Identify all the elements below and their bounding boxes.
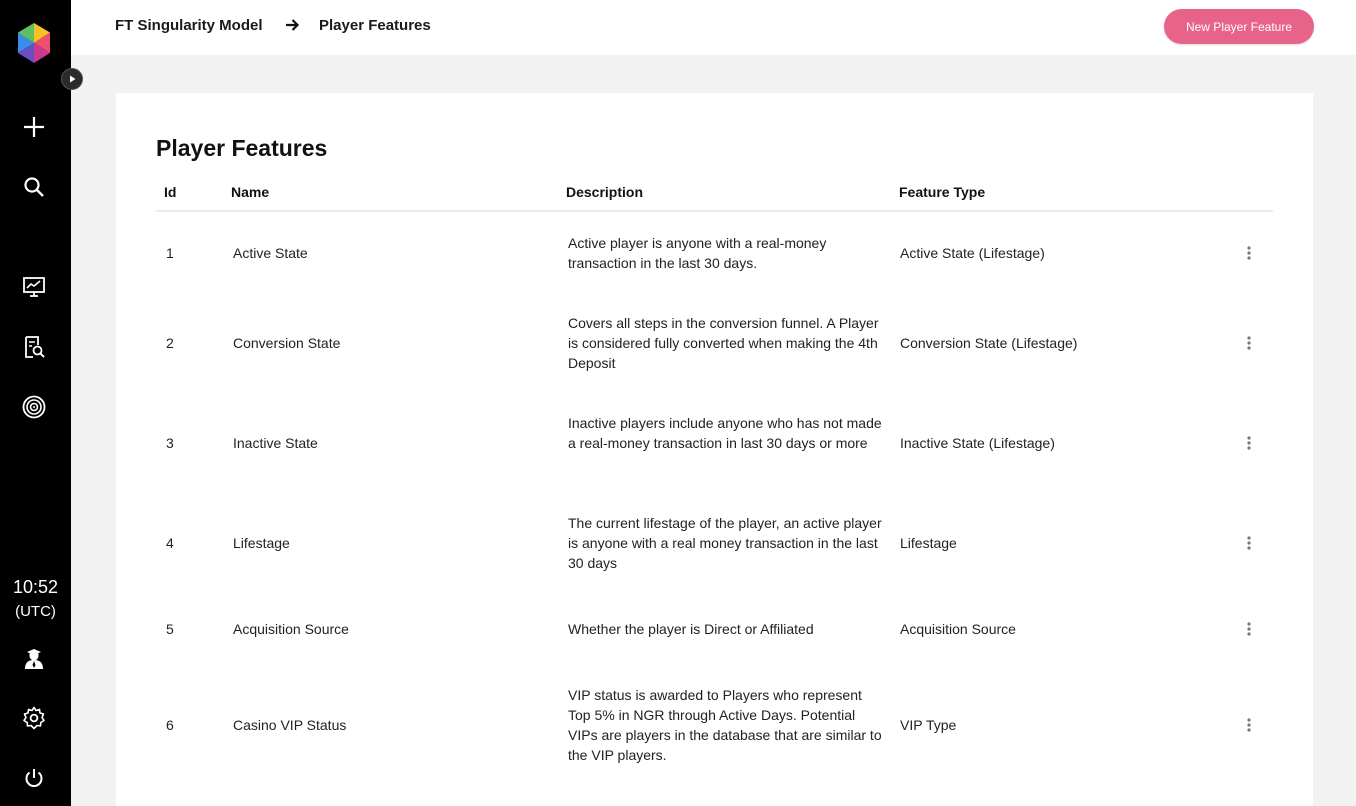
row-name: Acquisition Source — [233, 621, 349, 637]
row-name: Casino VIP Status — [233, 717, 347, 733]
breadcrumb-parent[interactable]: FT Singularity Model — [115, 17, 263, 34]
power-icon[interactable] — [19, 763, 49, 793]
row-id: 6 — [166, 717, 174, 733]
row-id: 1 — [166, 245, 174, 261]
gear-icon[interactable] — [19, 703, 49, 733]
target-icon[interactable] — [19, 392, 49, 422]
kebab-menu-icon — [1247, 718, 1251, 732]
row-menu-button[interactable] — [1244, 535, 1254, 551]
breadcrumb-current: Player Features — [319, 17, 431, 34]
row-name: Active State — [233, 245, 308, 261]
search-icon[interactable] — [19, 172, 49, 202]
row-name: Lifestage — [233, 535, 290, 551]
row-menu-button[interactable] — [1244, 245, 1254, 261]
arrow-right-icon — [284, 17, 300, 33]
sidebar — [0, 0, 71, 806]
player-features-card — [116, 93, 1313, 806]
row-id: 4 — [166, 535, 174, 551]
column-header-feature-type[interactable]: Feature Type — [899, 184, 986, 200]
column-header-description[interactable]: Description — [566, 184, 644, 200]
row-feature-type: Active State (Lifestage) — [900, 245, 1045, 261]
page-title: Player Features — [156, 135, 328, 161]
row-feature-type: Lifestage — [900, 535, 957, 551]
row-feature-type: Conversion State (Lifestage) — [900, 335, 1078, 351]
row-id: 2 — [166, 335, 174, 351]
header-divider — [156, 210, 1273, 212]
document-search-icon[interactable] — [19, 332, 49, 362]
row-menu-button[interactable] — [1244, 717, 1254, 733]
row-menu-button[interactable] — [1244, 335, 1254, 351]
user-icon[interactable] — [19, 643, 49, 673]
row-description: Whether the player is Direct or Affiliated — [568, 621, 814, 637]
kebab-menu-icon — [1247, 622, 1251, 636]
expand-sidebar-button[interactable] — [61, 68, 83, 90]
kebab-menu-icon — [1247, 436, 1251, 450]
row-id: 3 — [166, 435, 174, 451]
row-feature-type: VIP Type — [900, 717, 957, 733]
row-feature-type: Inactive State (Lifestage) — [900, 435, 1055, 451]
row-description: Inactive players include anyone who has not made a real-money transaction in last 30 days or more — [568, 415, 882, 451]
row-description: VIP status is awarded to Players who represent Top 5% in NGR through Active Days. Potential VIPs are players in the database that are similar to the VIP players. — [568, 687, 882, 763]
column-header-name[interactable]: Name — [231, 184, 270, 200]
row-feature-type: Acquisition Source — [900, 621, 1016, 637]
kebab-menu-icon — [1247, 336, 1251, 350]
row-id: 5 — [166, 621, 174, 637]
row-name: Inactive State — [233, 435, 318, 451]
plus-icon[interactable] — [19, 112, 49, 142]
play-icon — [67, 74, 77, 84]
row-menu-button[interactable] — [1244, 621, 1254, 637]
kebab-menu-icon — [1247, 246, 1251, 260]
new-player-feature-button[interactable]: New Player Feature — [1164, 9, 1314, 44]
row-description: The current lifestage of the player, an active player is anyone with a real money transaction in the last 30 days — [568, 515, 882, 571]
row-name: Conversion State — [233, 335, 341, 351]
kebab-menu-icon — [1247, 536, 1251, 550]
clock-time: 10:52 — [12, 577, 59, 597]
app-logo[interactable] — [16, 23, 52, 63]
top-bar — [71, 0, 1356, 55]
monitor-chart-icon[interactable] — [19, 272, 49, 302]
clock-timezone: (UTC) — [15, 603, 56, 620]
row-description: Active player is anyone with a real-money transaction in the last 30 days. — [568, 235, 827, 271]
column-header-id[interactable]: Id — [164, 184, 177, 200]
row-description: Covers all steps in the conversion funnel. A Player is considered fully converted when making the 4th Deposit — [568, 315, 879, 371]
row-menu-button[interactable] — [1244, 435, 1254, 451]
